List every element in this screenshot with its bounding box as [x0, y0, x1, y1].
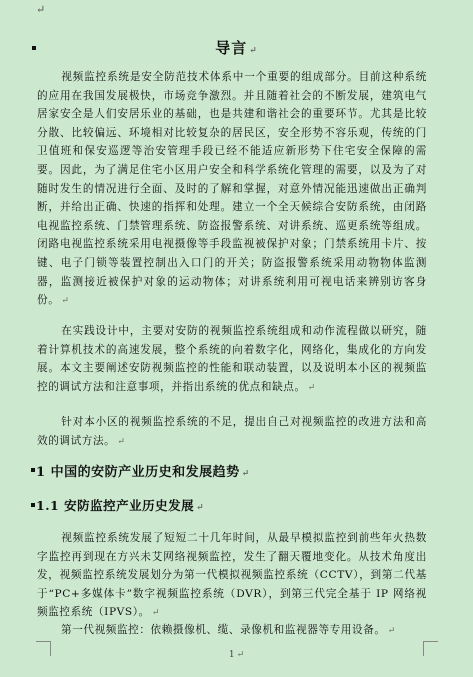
- title-text: 导言: [215, 39, 248, 57]
- paragraph-text: 视频监控系统发展了短短二十几年时间，从最早模拟监控到前些年火热数字监控再到现在方兴未艾网络视频监控，发生了翻天覆地变化。从技术角度出发，视频监控系统发展划分为第一代模拟视频监控系统（CCTV），到第二代基于“PC+多媒体卡”数字视频监控系统（DVR），到第三代完全基于 IP 网络视频监控系统（IPVS）。: [37, 532, 427, 619]
- paragraph-text: 视频监控系统是安全防范技术体系中一个重要的组成部分。目前这种系统的应用在我国发展极快，市场竞争激烈。并且随着社会的不断发展，建筑电气居家安全是人们安居乐业的基础，也是共建和谐社会的重要环节。尤其是比较分散、比较偏远、环境相对比较复杂的居民区，安全形势不容乐观，传统的门卫值班和保安巡逻等治安管理手段已经不能适应新形势下住宅安全保障的需要。因此，为了满足住宅小区用户安全和科学系统化管理的需要，以及为了对随时发生的情况进行全面、及时的了解和掌握，对意外情况能迅速做出正确判断，并给出正确、快速的指挥和处理。建立一个全天候综合安防系统，由闭路电视监控系统、门禁管理系统、防盗报警系统、对讲系统、巡更系统等组成。闭路电视监控系统采用电视摄像等手段监视被保护对象；门禁系统用卡片、按键、电子门锁等装置控制出入口门的开关；防盗报警系统采用动物物体监测器，监测接近被保护对象的运动物体；对讲系统利用可视电话来辨别访客身份。: [37, 71, 427, 307]
- heading-text: 1 中国的安防产业历史和发展趋势: [36, 465, 240, 480]
- paragraph-text: 针对本小区的视频监控系统的不足，提出自己对视频监控的改进方法和高效的调试方法。: [37, 416, 427, 447]
- heading-text: 1.1 安防监控产业历史发展: [36, 498, 195, 513]
- body-paragraph-2: [37, 621, 427, 641]
- page-footer: [0, 650, 473, 660]
- body-paragraph-1: [37, 529, 427, 623]
- subsection-heading: [36, 496, 204, 514]
- list-bullet: [31, 503, 35, 507]
- section-heading: [36, 461, 250, 480]
- paragraph-text: 第一代视频监控：依赖摄像机、缆、录像机和监视器等专用设备。: [61, 624, 386, 636]
- page-title: [0, 37, 473, 58]
- paragraph-mark: ↵: [61, 296, 70, 307]
- paragraph-mark: ↵: [117, 436, 126, 447]
- paragraph-mark: ↵: [387, 626, 396, 636]
- paragraph-mark: ↵: [236, 650, 245, 660]
- intro-paragraph-1: [37, 68, 427, 311]
- paragraph-mark: ↵: [249, 46, 258, 56]
- intro-paragraph-3: [37, 413, 427, 451]
- intro-paragraph-2: [37, 322, 427, 397]
- page-number: 1: [228, 650, 235, 660]
- paragraph-mark: ↵: [151, 608, 161, 619]
- list-bullet: [31, 468, 35, 472]
- paragraph-mark: ↵: [36, 3, 46, 16]
- paragraph-mark: ↵: [196, 503, 205, 513]
- paragraph-mark: ↵: [241, 469, 250, 479]
- paragraph-text: 在实践设计中，主要对安防的视频监控系统组成和动作流程做以研究，随着计算机技术的高速发展，整个系统的向着数字化，网络化，集成化的方向发展。本文主要阐述安防视频监控的性能和联动装置，以及说明本小区的视频监控的调试方法和注意事项，并指出系统的优点和缺点。: [37, 325, 427, 393]
- paragraph-mark: ↵: [307, 382, 316, 393]
